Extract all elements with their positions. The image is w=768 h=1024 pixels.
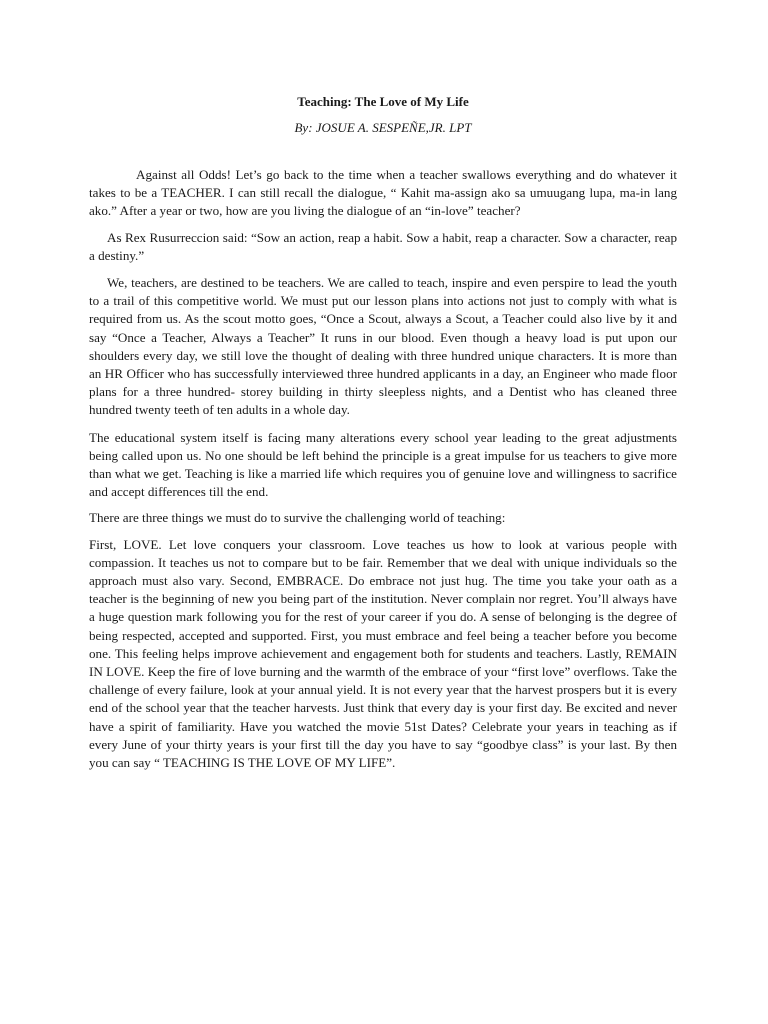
paragraph-educational-system: The educational system itself is facing many alterations every school year leading to the great adjustments being called upon us. No one should be left behind the principle is a great impulse for us teachers to give more than what we get. Teaching is like a married life which requires you of genuine love and willingness to sacrifice and accept differences till the end. xyxy=(89,429,677,500)
paragraph-destined: We, teachers, are destined to be teachers. We are called to teach, inspire and even perspire to lead the youth to a trail of this competitive world. We must put our lesson plans into actions not just to comply with what is required from us. As the scout motto goes, “Once a Scout, always a Scout, a Teacher could also live by it and say “Once a Teacher, Always a Teacher” It runs in our blood. Even though a heavy load is put upon our shoulders every day, we still love the thought of dealing with three hundred unique characters. It is more than an HR Officer who has successfully interviewed three hundred applicants in a day, an Engineer who made floor plans for a three hundred- storey building in thirty sleepless nights, and a Dentist who has cleaned three hundred twenty teeth of ten adults in a whole day. xyxy=(89,275,677,418)
paragraph-three-things: There are three things we must do to survive the challenging world of teaching: xyxy=(89,510,506,526)
author-byline: By: JOSUE A. SESPEÑE,JR. LPT xyxy=(294,120,472,135)
paragraph-intro: Against all Odds! Let’s go back to the time when a teacher swallows everything and do whatever it takes to be a TEACHER. I can still recall the dialogue, “ Kahit ma-assign ako sa umuugang lupa, ma-in lang ako.” After a year or two, how are you living the dialogue of an “in-love” teacher? xyxy=(89,167,677,219)
document-title: Teaching: The Love of My Life xyxy=(297,94,469,109)
paragraph-quote: As Rex Rusurreccion said: “Sow an action, reap a habit. Sow a habit, reap a character. Sow a character, reap a destiny.” xyxy=(89,229,677,263)
document-page xyxy=(89,94,677,772)
paragraph-love-embrace-remain: First, LOVE. Let love conquers your classroom. Love teaches us how to look at various people with compassion. It teaches us not to compare but to be fair. Remember that we deal with unique individuals so the approach must also vary. Second, EMBRACE. Do embrace not just hug. The time you take your oath as a teacher is the beginning of new you being part of the institution. Never complain nor regret. You’ll always have a huge question mark following you for the rest of your career if you do. A sense of belonging is the degree of being respected, accepted and supported. First, you must embrace and feel being a teacher before you become one. This feeling helps improve achievement and engagement both for students and teachers. Lastly, REMAIN IN LOVE. Keep the fire of love burning and the warmth of the embrace of your “first love” overflows. Take the challenge of every failure, look at your annual yield. It is not every year that the harvest prospers but it is every end of the school year that the teacher harvests. Just think that every day is your first day. Be excited and never have a spirit of familiarity. Have you watched the movie 51st Dates? Celebrate your years in teaching as if every June of your thirty years is your first till the day you have to say “goodbye class” is your last. By then you can say “ TEACHING IS THE LOVE OF MY LIFE”. xyxy=(89,536,677,771)
